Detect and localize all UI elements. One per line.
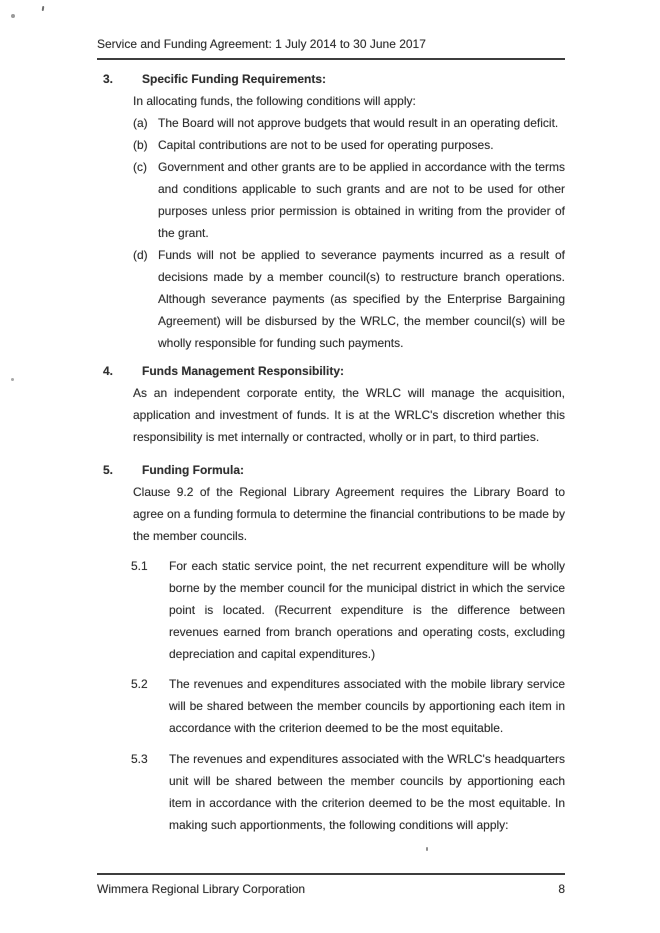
footer-page-number: 8 bbox=[558, 882, 565, 896]
list-item-text: Capital contributions are not to be used for operating purposes. bbox=[158, 138, 494, 152]
list-item-label: (a) bbox=[133, 116, 148, 130]
section-heading-row bbox=[103, 459, 565, 481]
section-heading: Funding Formula: bbox=[142, 463, 244, 477]
section-number: 4. bbox=[103, 364, 114, 378]
page-footer bbox=[97, 873, 565, 900]
scan-artifact-speck bbox=[11, 14, 15, 18]
list-item-label: (b) bbox=[133, 138, 148, 152]
subclause-row bbox=[131, 555, 565, 665]
list-item-c bbox=[133, 156, 565, 244]
list-item-text: Government and other grants are to be applied in accordance with the terms and conditions applicable to such grants and are not to be used for other purposes unless prior permission is obtained in writing from the provider of the grant. bbox=[158, 160, 565, 240]
subclause-number: 5.1 bbox=[131, 559, 148, 573]
section-number: 5. bbox=[103, 463, 114, 477]
list-item-b bbox=[133, 134, 565, 156]
scan-artifact-speck bbox=[42, 6, 45, 11]
footer-organization: Wimmera Regional Library Corporation bbox=[97, 882, 306, 896]
section-body: As an independent corporate entity, the WRLC will manage the acquisition, application and investment of funds. It is at the WRLC's discretion whether this responsibility is met internally or contracted, wholly or in part, to third parties. bbox=[133, 386, 565, 444]
list-item-text: Funds will not be applied to severance payments incurred as a result of decisions made by a member council(s) to restructure branch operations. Although severance payments (as specified by the Enterprise Bargaining Agreement) will be disbursed by the WRLC, the member council(s) will be wholly responsible for funding such payments. bbox=[158, 248, 565, 350]
list-item-a bbox=[133, 112, 565, 134]
scan-artifact-speck bbox=[426, 847, 428, 851]
clause-5-3 bbox=[103, 748, 565, 836]
section-body: Clause 9.2 of the Regional Library Agreement requires the Library Board to agree on a funding formula to determine the financial contributions to be made by the member councils. bbox=[133, 485, 565, 543]
subclause-text: The revenues and expenditures associated with the mobile library service will be shared between the member councils by apportioning each item in accordance with the criterion deemed to be the most equitable. bbox=[169, 677, 565, 735]
clause-5-1 bbox=[103, 555, 565, 665]
page-header bbox=[97, 33, 565, 60]
section-heading: Specific Funding Requirements: bbox=[142, 72, 327, 86]
section-heading-row bbox=[103, 68, 565, 90]
subclause-text: The revenues and expenditures associated with the WRLC's headquarters unit will be shared between the member councils by apportioning each item in accordance with the criterion deemed to be the most equitable. In making such apportionments, the following conditions will apply: bbox=[169, 752, 565, 832]
scan-artifact-speck bbox=[11, 378, 14, 381]
header-title: Service and Funding Agreement: 1 July 2014 to 30 June 2017 bbox=[97, 37, 426, 51]
subclause-text: For each static service point, the net recurrent expenditure will be wholly borne by the member council for the municipal district in which the service point is located. (Recurrent expenditure is the difference between revenues earned from branch operations and operating costs, excluding depreciation and capital expenditures.) bbox=[169, 559, 565, 661]
section-funds-management-responsibility bbox=[103, 360, 565, 448]
subclause-row bbox=[131, 673, 565, 739]
section-heading: Funds Management Responsibility: bbox=[142, 364, 345, 378]
section-number: 3. bbox=[103, 72, 114, 86]
subclause-number: 5.3 bbox=[131, 752, 148, 766]
clause-5-2 bbox=[103, 673, 565, 739]
subclause-row bbox=[131, 748, 565, 836]
section-heading-row bbox=[103, 360, 565, 382]
subclause-number: 5.2 bbox=[131, 677, 148, 691]
list-item-label: (c) bbox=[133, 160, 147, 174]
list-item-text: The Board will not approve budgets that would result in an operating deficit. bbox=[158, 116, 559, 130]
section-specific-funding-requirements bbox=[103, 68, 565, 354]
section-funding-formula bbox=[103, 459, 565, 547]
list-item-label: (d) bbox=[133, 248, 148, 262]
list-item-d bbox=[133, 244, 565, 354]
section-intro: In allocating funds, the following conditions will apply: bbox=[133, 94, 416, 108]
